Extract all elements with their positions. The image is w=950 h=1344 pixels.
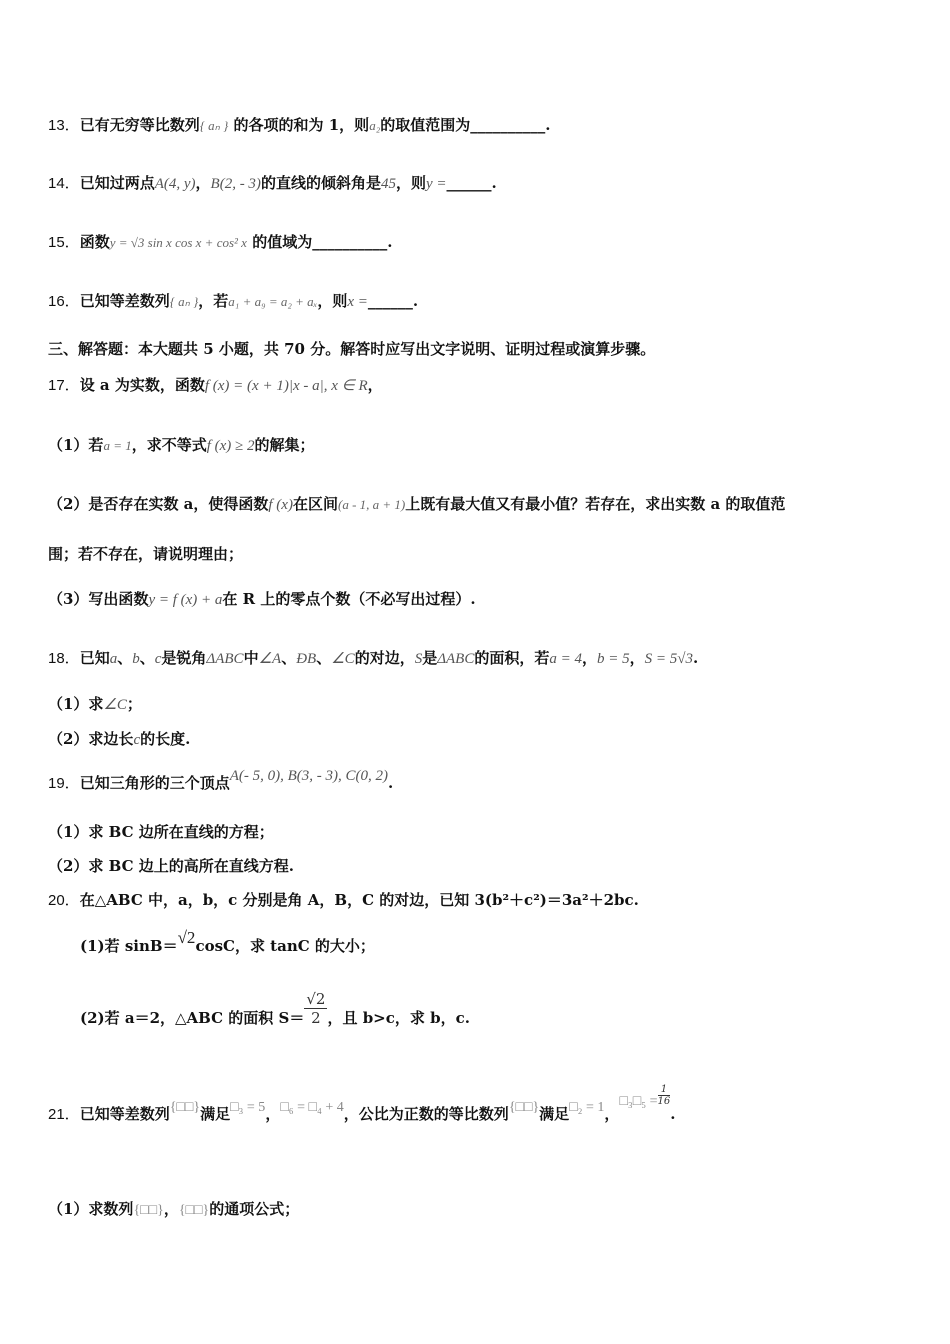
- question-text: ，则: [395, 174, 426, 192]
- question-text: 在△ABC 中，a，b，c 分别是角 A，B，C 的对边，已知 3(b²＋c²)＝3a²＋2bc.: [79, 891, 639, 909]
- formula: □₆ = □₄ + 4: [280, 1100, 344, 1115]
- question-20: [48, 890, 639, 911]
- part-text: （1）若: [48, 436, 104, 454]
- part-text: 在区间: [292, 495, 338, 513]
- formula: {□□}: [508, 1100, 540, 1115]
- question-number: 16．: [48, 293, 80, 310]
- question-text: 的取值范围为: [380, 116, 471, 134]
- separator: 、: [117, 649, 133, 667]
- formula: { aₙ }: [199, 118, 229, 133]
- formula: {□□}: [133, 1203, 164, 1218]
- formula: ΔABC: [206, 651, 244, 667]
- question-text: 已知等差数列: [79, 292, 170, 310]
- part-text: 在 R 上的零点个数（不必写出过程）.: [222, 590, 476, 608]
- question-text: ，则: [317, 292, 348, 310]
- part-text: 的长度.: [140, 730, 191, 748]
- period: .: [491, 174, 497, 192]
- question-text: 满足: [539, 1105, 570, 1123]
- separator: ，: [265, 1105, 281, 1123]
- formula: S = 5√3: [644, 651, 694, 667]
- fraction-denominator: 16: [657, 1095, 671, 1107]
- question-19: [48, 768, 394, 794]
- part-text: （1）求: [48, 695, 104, 713]
- answer-blank: ______: [446, 174, 492, 192]
- question-number: 14．: [48, 175, 80, 192]
- formula: f (x) ≥ 2: [206, 438, 255, 454]
- formula: ΔABC: [437, 651, 475, 667]
- question-text: ，: [195, 174, 211, 192]
- fraction-numerator: √2: [306, 989, 326, 1008]
- formula: √2: [177, 928, 196, 947]
- question-17-part-1: [48, 435, 315, 456]
- formula: a = 1: [103, 438, 132, 453]
- question-number: 18．: [48, 650, 80, 667]
- formula: f (x): [268, 497, 293, 513]
- formula: S: [414, 651, 423, 667]
- formula: b = 5: [597, 651, 630, 667]
- question-17-part-2-cont: 围；若不存在，请说明理由；: [48, 545, 244, 563]
- separator: 、: [281, 649, 297, 667]
- question-19-part-1: （1）求 BC 边所在直线的方程；: [48, 823, 274, 841]
- part-text: 的解集；: [254, 436, 315, 454]
- question-text: 的对边，: [354, 649, 415, 667]
- part-text: （1）求数列: [48, 1200, 134, 1218]
- question-18: [48, 648, 698, 669]
- part-text: （2）是否存在实数 a，使得函数: [48, 495, 269, 513]
- formula: c: [154, 651, 162, 667]
- answer-blank: ______: [367, 292, 413, 310]
- part-text: cosC，求 tanC 的大小；: [195, 937, 375, 955]
- formula: B(2, - 3): [210, 176, 261, 192]
- question-text: 函数: [79, 233, 110, 251]
- formula: a₁ + a₉ = a₂ + aₓ: [228, 294, 318, 309]
- separator: 、: [139, 649, 155, 667]
- question-17-part-3: [48, 589, 476, 610]
- part-text: （3）写出函数: [48, 590, 149, 608]
- question-20-part-2: [80, 989, 470, 1028]
- formula: x =: [347, 294, 368, 310]
- question-19-part-2: （2）求 BC 边上的高所在直线方程.: [48, 857, 294, 875]
- question-text: ，: [367, 376, 383, 394]
- period: .: [670, 1105, 676, 1123]
- question-text: 的值域为: [252, 233, 313, 251]
- formula: □₃ = 5: [230, 1100, 266, 1115]
- answer-blank: __________: [312, 233, 388, 251]
- formula: (a - 1, a + 1): [337, 497, 406, 512]
- formula: f (x) = (x + 1)|x - a|, x ∈ R: [204, 378, 368, 394]
- part-text: ，求不等式: [131, 436, 207, 454]
- question-16: [48, 291, 418, 312]
- question-21: [48, 1083, 676, 1126]
- formula: 45: [380, 176, 396, 192]
- question-text: 满足: [200, 1105, 231, 1123]
- fraction-denominator: 2: [311, 1008, 321, 1027]
- formula: ÐB: [296, 651, 317, 667]
- question-number: 15．: [48, 234, 80, 251]
- question-text: ，若: [198, 292, 229, 310]
- question-20-part-1: [80, 928, 375, 956]
- part-text: (1)若 sinB＝: [80, 937, 178, 955]
- part-text: 上既有最大值又有最小值？若存在，求出实数 a 的取值范: [405, 495, 786, 513]
- formula: b: [132, 651, 140, 667]
- question-text: 是: [422, 649, 438, 667]
- question-text: 的面积，若: [474, 649, 550, 667]
- question-number: 19．: [48, 775, 80, 792]
- section-heading: 三、解答题：本大题共 5 小题，共 70 分。解答时应写出文字说明、证明过程或演算步骤。: [48, 340, 656, 358]
- formula: A(4, y): [154, 176, 196, 192]
- formula: y = f (x) + a: [148, 592, 223, 608]
- fraction: [658, 1084, 671, 1107]
- question-14: [48, 173, 497, 194]
- question-number: 20．: [48, 892, 80, 909]
- formula: ∠C: [331, 651, 355, 667]
- formula: a: [109, 651, 118, 667]
- formula: A(- 5, 0), B(3, - 3), C(0, 2): [229, 768, 388, 784]
- question-number: 21．: [48, 1106, 80, 1123]
- question-text: 已知三角形的三个顶点: [79, 774, 230, 792]
- part-text: （2）求边长: [48, 730, 134, 748]
- period: .: [412, 292, 419, 310]
- question-text: ，公比为正数的等比数列: [343, 1105, 509, 1123]
- formula: y = √3 sin x cos x + cos² x: [109, 235, 247, 250]
- formula: □₃□₅ =: [619, 1094, 658, 1109]
- period: .: [387, 233, 393, 251]
- question-text: 设 a 为实数，函数: [79, 376, 205, 394]
- formula: □₂ = 1: [569, 1100, 605, 1115]
- formula: y =: [425, 176, 447, 192]
- separator: ，: [629, 649, 645, 667]
- question-text: 的各项的和为 1，则: [233, 116, 370, 134]
- question-text: 已知等差数列: [79, 1105, 170, 1123]
- period: .: [545, 116, 551, 134]
- separator: ，: [582, 649, 598, 667]
- question-text: 已有无穷等比数列: [79, 116, 200, 134]
- question-13: [48, 115, 550, 136]
- formula: ∠A: [258, 651, 282, 667]
- separator: 、: [316, 649, 332, 667]
- question-text: 是锐角: [161, 649, 207, 667]
- question-text: 已知过两点: [79, 174, 155, 192]
- separator: ，: [163, 1200, 179, 1218]
- formula: a₂: [369, 118, 381, 133]
- question-number: 17．: [48, 377, 80, 394]
- question-text: 中: [243, 649, 259, 667]
- formula: c: [133, 732, 141, 748]
- separator: ，: [604, 1105, 620, 1123]
- formula: {□□}: [169, 1100, 201, 1115]
- part-text: ；: [126, 695, 142, 713]
- question-18-part-2: [48, 729, 190, 750]
- question-21-part-1: [48, 1199, 299, 1221]
- formula: a = 4: [549, 651, 582, 667]
- formula: { aₙ }: [169, 294, 199, 309]
- formula: {□□}: [178, 1203, 210, 1218]
- part-text: 的通项公式；: [209, 1200, 300, 1218]
- question-number: 13．: [48, 117, 80, 134]
- formula: ∠C: [103, 697, 127, 713]
- question-text: 的直线的倾斜角是: [260, 174, 381, 192]
- question-17-part-2: [48, 494, 785, 515]
- fraction-numerator: 1: [658, 1084, 671, 1096]
- period: .: [388, 774, 394, 792]
- question-17: [48, 375, 383, 396]
- part-text: (2)若 a＝2，△ABC 的面积 S＝: [80, 1009, 305, 1027]
- part-text: ，且 b>c，求 b，c.: [327, 1009, 470, 1027]
- answer-blank: __________: [470, 116, 546, 134]
- fraction: [304, 990, 327, 1027]
- question-15: [48, 232, 392, 253]
- question-18-part-1: [48, 694, 142, 715]
- question-text: 已知: [79, 649, 110, 667]
- period: .: [693, 649, 699, 667]
